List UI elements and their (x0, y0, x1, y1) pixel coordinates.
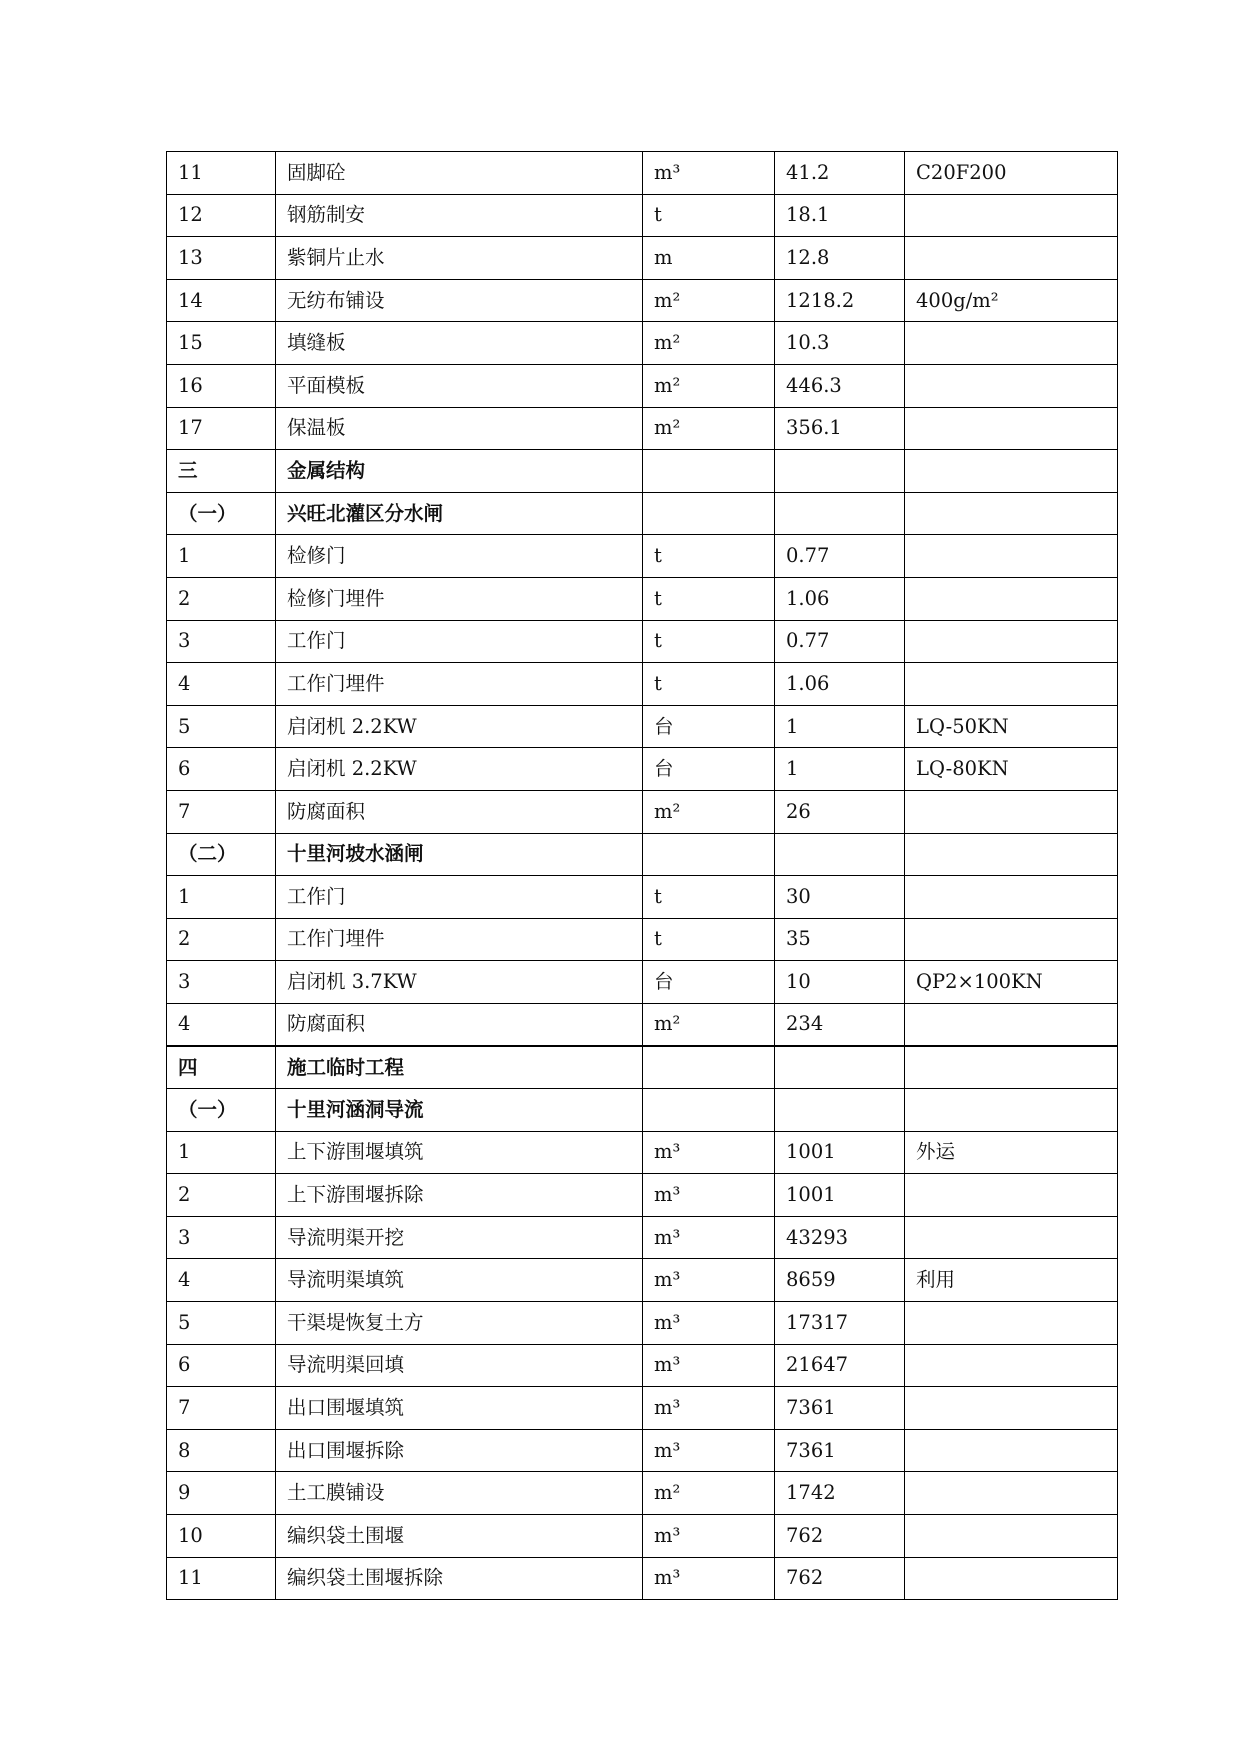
item-number-cell: 三 (167, 450, 276, 493)
quantity-cell: 12.8 (775, 237, 905, 280)
table-row (167, 1344, 1118, 1387)
table-row (167, 918, 1118, 961)
section-row (167, 1089, 1118, 1132)
item-name-cell: 上下游围堰拆除 (276, 1174, 643, 1217)
unit-cell (643, 1089, 775, 1132)
item-number-cell: 6 (167, 1344, 276, 1387)
item-number-cell: 四 (167, 1046, 276, 1089)
item-name-cell: 十里河坡水涵闸 (276, 833, 643, 876)
item-number-cell: （一） (167, 492, 276, 535)
item-number-cell: 2 (167, 1174, 276, 1217)
item-number-cell: 13 (167, 237, 276, 280)
item-name-cell: 土工膜铺设 (276, 1472, 643, 1515)
quantity-cell: 1 (775, 748, 905, 791)
item-name-cell: 固脚砼 (276, 152, 643, 195)
table-row (167, 1131, 1118, 1174)
item-number-cell: 11 (167, 1557, 276, 1600)
table-row (167, 577, 1118, 620)
item-name-cell: 工作门 (276, 876, 643, 919)
item-number-cell: 1 (167, 876, 276, 919)
unit-cell: t (643, 577, 775, 620)
item-name-cell: 工作门埋件 (276, 918, 643, 961)
quantity-cell: 762 (775, 1557, 905, 1600)
unit-cell: m³ (643, 1515, 775, 1558)
item-name-cell: 出口围堰拆除 (276, 1429, 643, 1472)
table-row (167, 322, 1118, 365)
item-name-cell: 编织袋土围堰 (276, 1515, 643, 1558)
remark-cell (905, 1429, 1118, 1472)
quantity-cell: 356.1 (775, 407, 905, 450)
unit-cell: 台 (643, 748, 775, 791)
remark-cell: 利用 (905, 1259, 1118, 1302)
quantity-cell: 446.3 (775, 364, 905, 407)
quantity-cell (775, 492, 905, 535)
remark-cell (905, 1302, 1118, 1345)
item-name-cell: 平面模板 (276, 364, 643, 407)
unit-cell: t (643, 663, 775, 706)
unit-cell: m² (643, 790, 775, 833)
table-row (167, 152, 1118, 195)
table-row (167, 1429, 1118, 1472)
quantity-cell: 1.06 (775, 663, 905, 706)
item-number-cell: 14 (167, 279, 276, 322)
item-number-cell: 2 (167, 577, 276, 620)
remark-cell (905, 833, 1118, 876)
item-name-cell: 保温板 (276, 407, 643, 450)
remark-cell: C20F200 (905, 152, 1118, 195)
item-number-cell: 1 (167, 535, 276, 578)
item-number-cell: 7 (167, 790, 276, 833)
section-row (167, 450, 1118, 493)
unit-cell: m³ (643, 1344, 775, 1387)
table-row (167, 1003, 1118, 1046)
table-row (167, 1472, 1118, 1515)
item-number-cell: 11 (167, 152, 276, 195)
quantity-cell: 7361 (775, 1387, 905, 1430)
remark-cell (905, 1046, 1118, 1089)
table-row (167, 663, 1118, 706)
unit-cell: m³ (643, 152, 775, 195)
quantity-cell: 8659 (775, 1259, 905, 1302)
quantity-cell: 10 (775, 961, 905, 1004)
remark-cell (905, 1344, 1118, 1387)
remark-cell (905, 1089, 1118, 1132)
item-name-cell: 出口围堰填筑 (276, 1387, 643, 1430)
quantity-cell: 30 (775, 876, 905, 919)
unit-cell: t (643, 876, 775, 919)
remark-cell: 外运 (905, 1131, 1118, 1174)
remark-cell (905, 790, 1118, 833)
item-number-cell: 12 (167, 194, 276, 237)
quantity-cell (775, 1046, 905, 1089)
item-name-cell: 防腐面积 (276, 1003, 643, 1046)
item-name-cell: 导流明渠填筑 (276, 1259, 643, 1302)
section-row (167, 833, 1118, 876)
remark-cell (905, 237, 1118, 280)
quantity-cell: 1001 (775, 1131, 905, 1174)
item-number-cell: 2 (167, 918, 276, 961)
item-name-cell: 启闭机 2.2KW (276, 748, 643, 791)
table-row (167, 961, 1118, 1004)
table-row (167, 620, 1118, 663)
unit-cell: m² (643, 279, 775, 322)
item-name-cell: 上下游围堰填筑 (276, 1131, 643, 1174)
item-name-cell: 填缝板 (276, 322, 643, 365)
item-number-cell: 3 (167, 961, 276, 1004)
unit-cell (643, 1046, 775, 1089)
item-number-cell: 8 (167, 1429, 276, 1472)
item-number-cell: 4 (167, 1003, 276, 1046)
item-number-cell: 10 (167, 1515, 276, 1558)
table-row (167, 237, 1118, 280)
quantity-cell: 43293 (775, 1216, 905, 1259)
unit-cell (643, 833, 775, 876)
item-name-cell: 检修门埋件 (276, 577, 643, 620)
remark-cell (905, 663, 1118, 706)
item-number-cell: （二） (167, 833, 276, 876)
remark-cell: 400g/m² (905, 279, 1118, 322)
unit-cell: m² (643, 1472, 775, 1515)
remark-cell (905, 1216, 1118, 1259)
remark-cell (905, 1387, 1118, 1430)
item-name-cell: 干渠堤恢复土方 (276, 1302, 643, 1345)
remark-cell (905, 620, 1118, 663)
table-row (167, 535, 1118, 578)
remark-cell (905, 1515, 1118, 1558)
unit-cell: m³ (643, 1216, 775, 1259)
table-row (167, 1515, 1118, 1558)
unit-cell: t (643, 194, 775, 237)
table-row (167, 279, 1118, 322)
quantity-cell: 0.77 (775, 620, 905, 663)
unit-cell: 台 (643, 961, 775, 1004)
item-number-cell: 3 (167, 620, 276, 663)
quantity-cell: 762 (775, 1515, 905, 1558)
item-number-cell: 15 (167, 322, 276, 365)
item-number-cell: 1 (167, 1131, 276, 1174)
quantity-table (166, 151, 1118, 1600)
unit-cell: m² (643, 364, 775, 407)
table-row (167, 1259, 1118, 1302)
item-name-cell: 紫铜片止水 (276, 237, 643, 280)
item-name-cell: 兴旺北灌区分水闸 (276, 492, 643, 535)
quantity-cell: 0.77 (775, 535, 905, 578)
table-row (167, 1387, 1118, 1430)
item-name-cell: 钢筋制安 (276, 194, 643, 237)
quantity-cell: 17317 (775, 1302, 905, 1345)
table-row (167, 876, 1118, 919)
quantity-cell (775, 1089, 905, 1132)
unit-cell: t (643, 620, 775, 663)
remark-cell (905, 407, 1118, 450)
unit-cell: m³ (643, 1429, 775, 1472)
quantity-cell: 1742 (775, 1472, 905, 1515)
quantity-cell: 1001 (775, 1174, 905, 1217)
item-name-cell: 防腐面积 (276, 790, 643, 833)
remark-cell (905, 1557, 1118, 1600)
item-name-cell: 启闭机 2.2KW (276, 705, 643, 748)
table-row (167, 364, 1118, 407)
item-number-cell: 16 (167, 364, 276, 407)
table-row (167, 1174, 1118, 1217)
item-name-cell: 编织袋土围堰拆除 (276, 1557, 643, 1600)
item-name-cell: 工作门 (276, 620, 643, 663)
unit-cell: m³ (643, 1302, 775, 1345)
item-number-cell: 7 (167, 1387, 276, 1430)
remark-cell (905, 918, 1118, 961)
unit-cell: m² (643, 1003, 775, 1046)
section-row (167, 492, 1118, 535)
unit-cell (643, 492, 775, 535)
table-row (167, 194, 1118, 237)
unit-cell: m³ (643, 1174, 775, 1217)
quantity-cell: 1218.2 (775, 279, 905, 322)
item-number-cell: 5 (167, 1302, 276, 1345)
unit-cell: t (643, 535, 775, 578)
unit-cell (643, 450, 775, 493)
item-number-cell: 3 (167, 1216, 276, 1259)
quantity-cell (775, 450, 905, 493)
table-row (167, 1302, 1118, 1345)
quantity-cell: 26 (775, 790, 905, 833)
quantity-cell: 41.2 (775, 152, 905, 195)
item-name-cell: 启闭机 3.7KW (276, 961, 643, 1004)
item-name-cell: 无纺布铺设 (276, 279, 643, 322)
quantity-cell: 21647 (775, 1344, 905, 1387)
table-body (167, 152, 1118, 1600)
item-name-cell: 检修门 (276, 535, 643, 578)
remark-cell (905, 1003, 1118, 1046)
item-name-cell: 工作门埋件 (276, 663, 643, 706)
unit-cell: m² (643, 407, 775, 450)
item-name-cell: 施工临时工程 (276, 1046, 643, 1089)
table-row (167, 1557, 1118, 1600)
quantity-cell: 18.1 (775, 194, 905, 237)
section-row (167, 1046, 1118, 1089)
remark-cell: LQ-50KN (905, 705, 1118, 748)
table-row (167, 748, 1118, 791)
item-name-cell: 导流明渠回填 (276, 1344, 643, 1387)
remark-cell (905, 535, 1118, 578)
quantity-cell: 7361 (775, 1429, 905, 1472)
quantity-cell: 1 (775, 705, 905, 748)
item-name-cell: 十里河涵洞导流 (276, 1089, 643, 1132)
quantity-cell: 10.3 (775, 322, 905, 365)
unit-cell: m³ (643, 1259, 775, 1302)
table-row (167, 407, 1118, 450)
unit-cell: 台 (643, 705, 775, 748)
remark-cell: QP2×100KN (905, 961, 1118, 1004)
item-number-cell: （一） (167, 1089, 276, 1132)
item-name-cell: 金属结构 (276, 450, 643, 493)
unit-cell: m (643, 237, 775, 280)
unit-cell: t (643, 918, 775, 961)
remark-cell (905, 577, 1118, 620)
remark-cell (905, 876, 1118, 919)
item-number-cell: 17 (167, 407, 276, 450)
remark-cell (905, 194, 1118, 237)
remark-cell (905, 492, 1118, 535)
item-number-cell: 5 (167, 705, 276, 748)
table-row (167, 1216, 1118, 1259)
item-number-cell: 4 (167, 663, 276, 706)
remark-cell (905, 1174, 1118, 1217)
quantity-cell (775, 833, 905, 876)
table-row (167, 790, 1118, 833)
quantity-cell: 234 (775, 1003, 905, 1046)
unit-cell: m³ (643, 1387, 775, 1430)
quantity-cell: 35 (775, 918, 905, 961)
remark-cell (905, 450, 1118, 493)
remark-cell: LQ-80KN (905, 748, 1118, 791)
remark-cell (905, 1472, 1118, 1515)
unit-cell: m² (643, 322, 775, 365)
item-name-cell: 导流明渠开挖 (276, 1216, 643, 1259)
quantity-cell: 1.06 (775, 577, 905, 620)
unit-cell: m³ (643, 1557, 775, 1600)
remark-cell (905, 322, 1118, 365)
item-number-cell: 9 (167, 1472, 276, 1515)
unit-cell: m³ (643, 1131, 775, 1174)
table-row (167, 705, 1118, 748)
item-number-cell: 4 (167, 1259, 276, 1302)
item-number-cell: 6 (167, 748, 276, 791)
remark-cell (905, 364, 1118, 407)
